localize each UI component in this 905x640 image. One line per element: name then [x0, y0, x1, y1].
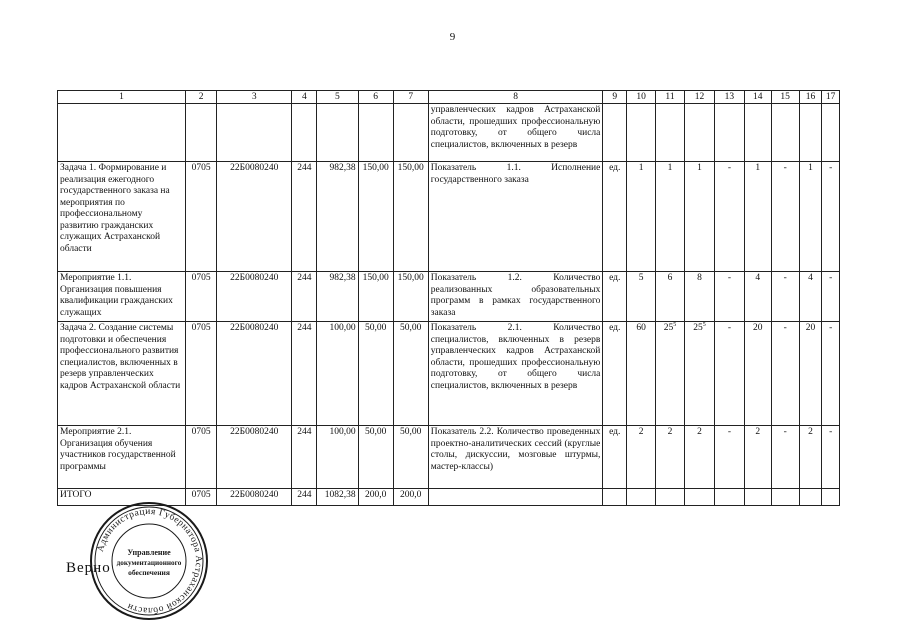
table-cell [822, 104, 840, 162]
table-cell [186, 104, 217, 162]
col-header: 6 [358, 91, 393, 104]
table-row [58, 162, 840, 272]
col-header: 15 [771, 91, 799, 104]
table-cell: - [714, 272, 744, 322]
table-row [58, 322, 840, 426]
table-cell: 1 [744, 162, 771, 272]
header-row [58, 91, 840, 104]
table-cell: 20 [744, 322, 771, 426]
table-cell: 22Б0080240 [217, 162, 292, 272]
col-header: 5 [317, 91, 358, 104]
table-cell: 0705 [186, 162, 217, 272]
table-cell: - [714, 162, 744, 272]
table-cell: 100,00 [317, 426, 358, 489]
table-cell: 1 [627, 162, 656, 272]
table-cell: 244 [292, 162, 317, 272]
col-header: 9 [603, 91, 627, 104]
table-cell [744, 104, 771, 162]
table-cell: $25^5$ [656, 322, 685, 426]
table-cell [393, 104, 428, 162]
col-header: 14 [744, 91, 771, 104]
footnote-mark: 5 [702, 321, 706, 328]
table-cell: 22Б0080240 [217, 272, 292, 322]
svg-text:обеспечения: обеспечения [128, 568, 170, 577]
table-cell: - [771, 322, 799, 426]
table-cell: 150,00 [358, 272, 393, 322]
table-cell [292, 104, 317, 162]
table-cell [771, 489, 799, 506]
table-cell [217, 104, 292, 162]
col-header: 8 [428, 91, 603, 104]
col-header: 10 [627, 91, 656, 104]
table-cell: 2 [799, 426, 822, 489]
table-cell [627, 489, 656, 506]
table-cell: - [771, 426, 799, 489]
table-cell: 2 [684, 426, 714, 489]
col-header: 2 [186, 91, 217, 104]
table-cell: 200,0 [393, 489, 428, 506]
svg-text:Администрация Губернатора Астр: Администрация Губернатора Астраханской области [95, 506, 204, 616]
table-cell [358, 104, 393, 162]
svg-text:Управление: Управление [127, 548, 171, 557]
table-cell [684, 489, 714, 506]
program-table [57, 90, 840, 506]
page-number: 9 [449, 31, 456, 43]
table-cell [744, 489, 771, 506]
table-cell: ед. [603, 162, 627, 272]
table-cell: ед. [603, 426, 627, 489]
col-header: 3 [217, 91, 292, 104]
table-cell: управленческих кадров Астраханской области, прошедших профессиональную подготовку, от общего числа специалистов, включенных в резерв [428, 104, 603, 162]
table-cell: 244 [292, 272, 317, 322]
table-cell: - [771, 272, 799, 322]
table-cell [656, 489, 685, 506]
table-row [58, 272, 840, 322]
table-cell: - [822, 322, 840, 426]
table-cell: 20 [799, 322, 822, 426]
table-cell [714, 489, 744, 506]
table-cell: 22Б0080240 [217, 426, 292, 489]
col-header: 4 [292, 91, 317, 104]
table-cell [603, 489, 627, 506]
table-cell: 50,00 [358, 426, 393, 489]
table-cell: $25^5$ [684, 322, 714, 426]
svg-text:документационного: документационного [116, 559, 182, 567]
table-cell: 60 [627, 322, 656, 426]
table-cell: Мероприятие 1.1. Организация повышения квалификации гражданских служащих [58, 272, 186, 322]
table-cell: 982,38 [317, 162, 358, 272]
table-cell: 244 [292, 322, 317, 426]
table-cell: - [714, 426, 744, 489]
col-header: 11 [656, 91, 685, 104]
col-header: 7 [393, 91, 428, 104]
col-header: 16 [799, 91, 822, 104]
table-cell [656, 104, 685, 162]
table-cell: Показатель 1.1. Исполнение государственного заказа [428, 162, 603, 272]
table-cell: 0705 [186, 489, 217, 506]
table-cell [771, 104, 799, 162]
table-cell: - [822, 162, 840, 272]
table-cell: 4 [799, 272, 822, 322]
table-cell: 4 [744, 272, 771, 322]
col-header: 12 [684, 91, 714, 104]
table-cell: 2 [656, 426, 685, 489]
table-cell: 2 [744, 426, 771, 489]
table-cell [684, 104, 714, 162]
table-cell: 244 [292, 489, 317, 506]
table-cell: 50,00 [393, 426, 428, 489]
table-cell: - [822, 272, 840, 322]
table-row [58, 426, 840, 489]
table-cell: Задача 1. Формирование и реализация ежегодного государственного заказа на мероприятия по профессиональному развитию гражданских служащих Астраханской области [58, 162, 186, 272]
table-cell [317, 104, 358, 162]
table-cell: - [822, 426, 840, 489]
table-cell: 8 [684, 272, 714, 322]
table-cell: - [714, 322, 744, 426]
table-cell: ИТОГО [58, 489, 186, 506]
table-row [58, 104, 840, 162]
table-cell: 22Б0080240 [217, 322, 292, 426]
table-cell [58, 104, 186, 162]
table-cell: - [771, 162, 799, 272]
table-cell: 0705 [186, 322, 217, 426]
col-header: 17 [822, 91, 840, 104]
table-cell: 200,0 [358, 489, 393, 506]
table-cell: 50,00 [358, 322, 393, 426]
table-cell: Показатель 1.2. Количество реализованных образовательных программ в рамках государственного заказа [428, 272, 603, 322]
table-cell: 244 [292, 426, 317, 489]
table-cell: 2 [627, 426, 656, 489]
table-cell: 50,00 [393, 322, 428, 426]
table-cell: 1 [656, 162, 685, 272]
table-cell: ед. [603, 322, 627, 426]
table-cell: 1 [684, 162, 714, 272]
table-cell: 22Б0080240 [217, 489, 292, 506]
footnote-mark: 5 [673, 321, 677, 328]
table-cell [603, 104, 627, 162]
table-cell: 982,38 [317, 272, 358, 322]
official-seal [88, 500, 210, 622]
table-cell: 150,00 [393, 162, 428, 272]
table-cell: 0705 [186, 272, 217, 322]
table-cell: 100,00 [317, 322, 358, 426]
table-cell: 150,00 [393, 272, 428, 322]
table-cell [627, 104, 656, 162]
table-cell: Задача 2. Создание системы подготовки и обеспечения профессионального развития специалистов, включенных в резерв управленческих кадров Астраханской области [58, 322, 186, 426]
table-cell: 1082,38 [317, 489, 358, 506]
table-cell [822, 489, 840, 506]
table-cell: ед. [603, 272, 627, 322]
table-cell [714, 104, 744, 162]
table-cell [799, 104, 822, 162]
table-cell: Мероприятие 2.1. Организация обучения участников государственной программы [58, 426, 186, 489]
col-header: 13 [714, 91, 744, 104]
col-header: 1 [58, 91, 186, 104]
table-cell: Показатель 2.1. Количество специалистов, включенных в резерв управленческих кадров Астраханской области, прошедших профессиональную подготовку, от общего числа специалистов, включенных в резерв [428, 322, 603, 426]
table-cell: 5 [627, 272, 656, 322]
table-cell [799, 489, 822, 506]
table-cell [428, 489, 603, 506]
table-cell: 0705 [186, 426, 217, 489]
table-cell: 6 [656, 272, 685, 322]
table-cell: 150,00 [358, 162, 393, 272]
table-cell: Показатель 2.2. Количество проведенных проектно-аналитических сессий (круглые столы, дискуссии, мозговые штурмы, мастер-классы) [428, 426, 603, 489]
table-cell: 1 [799, 162, 822, 272]
verno-text: Верно [66, 560, 111, 576]
